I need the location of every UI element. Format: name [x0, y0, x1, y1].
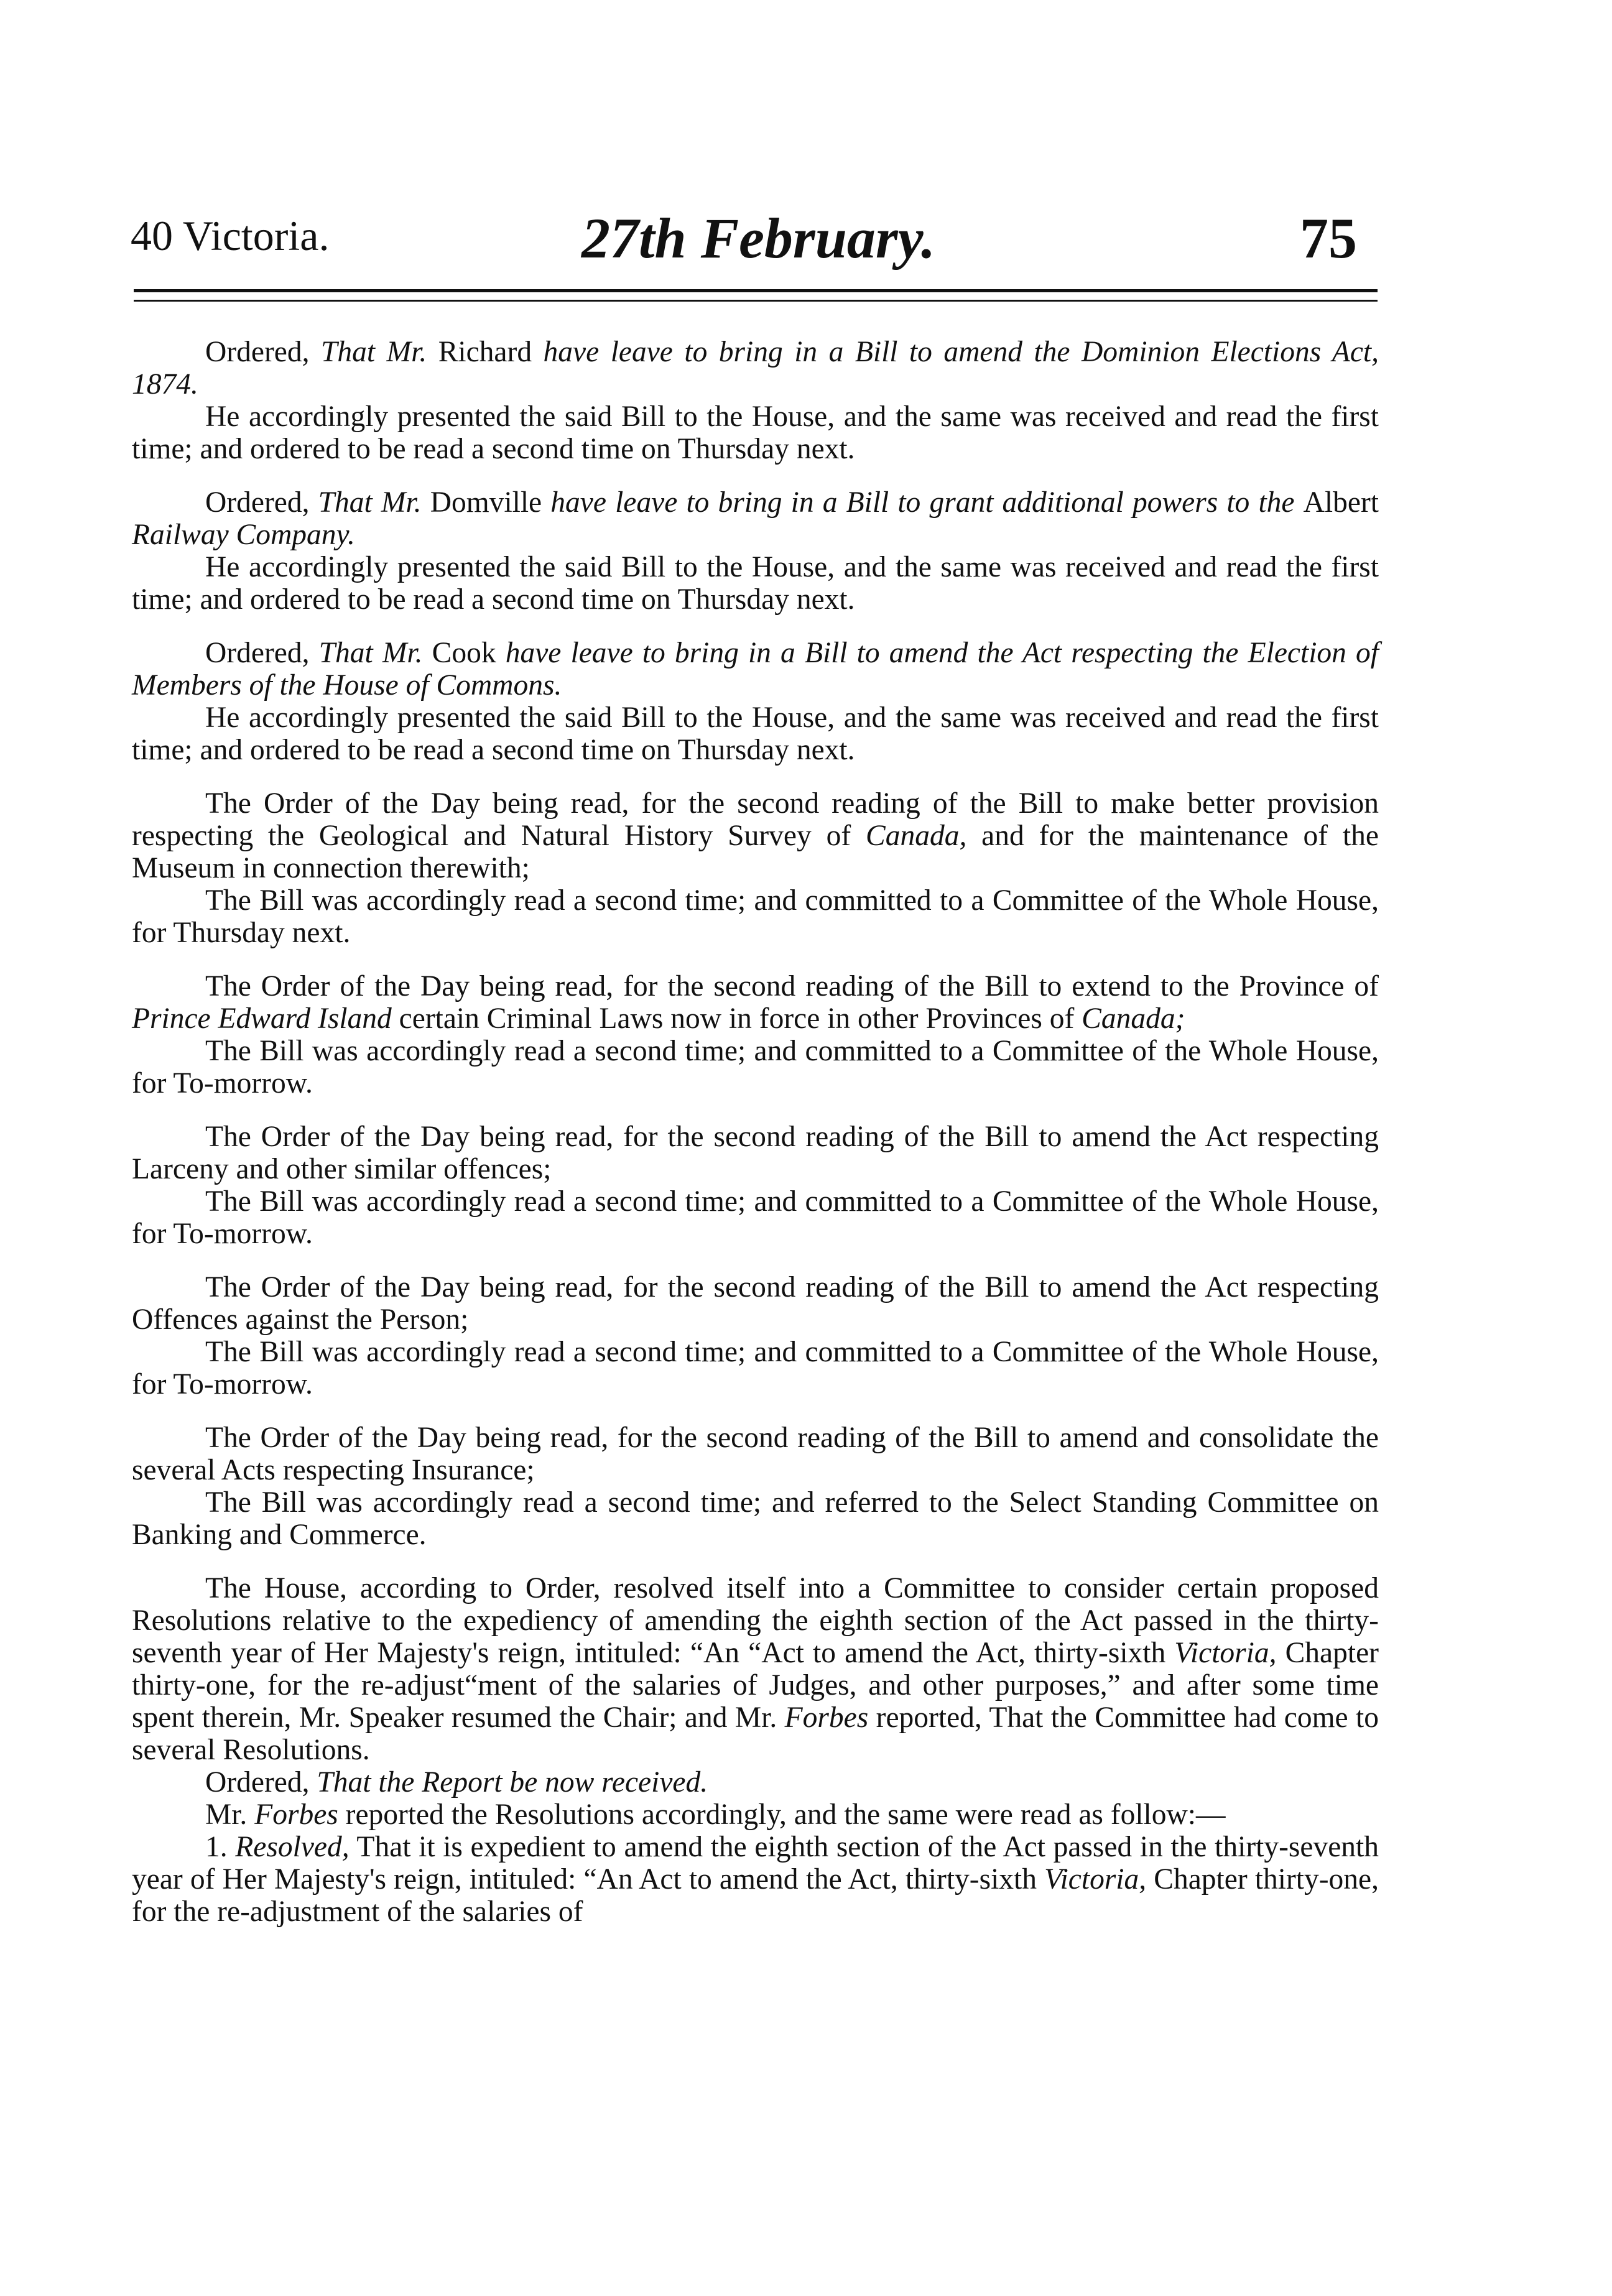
text-run: The House, according to Order, resolved itself into a Committee to consider certain proposed Resolutions relative to the expediency of amending the eighth section of the Act passed in the thirty-seventh year of Her Majesty's reign, intituled: “An “Act to amend the Act, thirty-sixth	[132, 1572, 1379, 1669]
italic-run: have leave to bring in a Bill to grant additional powers to the	[542, 486, 1304, 519]
text-run: Chapter thirty-one, for the re-adjust“ment of the salaries of Judges, and other purposes,” and after some time spent therein, Mr. Speaker resumed the Chair; and Mr.	[132, 1637, 1379, 1734]
text-run: The Order of the Day being read, for the second reading of the Bill to amend and consolidate the several Acts respecting Insurance;	[132, 1422, 1379, 1486]
page-header	[0, 205, 1612, 274]
entry-text	[132, 400, 1379, 465]
italic-run: Forbes	[784, 1701, 869, 1734]
italic-run: have leave to bring in a Bill to amend the Act respecting the Election of Members of the House of Commons.	[132, 637, 1379, 701]
text-run: Ordered,	[205, 1766, 310, 1798]
italic-run: Canada;	[1082, 1002, 1185, 1035]
text-run: Domville	[430, 486, 542, 519]
journal-entry	[132, 787, 1379, 949]
italic-run: Resolved,	[235, 1831, 350, 1863]
entry-text	[132, 1572, 1379, 1766]
italic-run: have leave to bring in a Bill to amend the Dominion Elections Act, 1874.	[132, 336, 1379, 400]
italic-run: Canada,	[866, 820, 967, 852]
text-run: Cook	[432, 637, 496, 669]
text-run: Ordered,	[205, 637, 310, 669]
text-run: 1.	[205, 1831, 236, 1863]
italic-run: Railway Company.	[132, 519, 355, 551]
journal-entry	[132, 637, 1379, 766]
text-run: The Bill was accordingly read a second time; and committed to a Committee of the Whole House, for To-morrow.	[132, 1336, 1379, 1400]
text-run: reported the Resolutions accordingly, and the same were read as follow:—	[338, 1798, 1226, 1831]
journal-entry	[132, 336, 1379, 465]
entry-text	[132, 551, 1379, 616]
session-label: 40 Victoria.	[131, 212, 330, 259]
text-run: The Order of the Day being read, for the second reading of the Bill to amend the Act respecting Offences against the Person;	[132, 1271, 1379, 1336]
italic-run: Victoria,	[1044, 1863, 1147, 1896]
entry-text	[132, 1831, 1379, 1928]
header-rule-thin	[134, 300, 1378, 302]
italic-run: That Mr.	[309, 486, 430, 519]
text-run: certain Criminal Laws now in force in other Provinces of	[391, 1002, 1082, 1035]
text-run: Ordered,	[205, 336, 310, 368]
italic-run: That the Report be now received.	[309, 1766, 708, 1798]
date-heading: 27th February.	[581, 206, 936, 270]
italic-run: Victoria,	[1174, 1637, 1277, 1669]
entry-text	[132, 970, 1379, 1035]
italic-run: Prince Edward Island	[132, 1002, 392, 1035]
entry-text	[132, 1035, 1379, 1099]
entry-text	[132, 637, 1379, 701]
text-run: Richard	[438, 336, 532, 368]
text-run: The Order of the Day being read, for the second reading of the Bill to make better provision respecting the Geological and Natural History Survey of	[132, 787, 1379, 852]
entry-text	[132, 1336, 1379, 1400]
journal-entry	[132, 1422, 1379, 1551]
header-rule-thick	[134, 289, 1378, 292]
entry-text	[132, 1766, 1379, 1798]
entry-text	[132, 884, 1379, 949]
text-run: The Bill was accordingly read a second time; and committed to a Committee of the Whole House, for To-morrow.	[132, 1185, 1379, 1250]
journal-entry	[132, 1572, 1379, 1928]
entry-text	[132, 1185, 1379, 1250]
text-run: The Order of the Day being read, for the second reading of the Bill to extend to the Province of	[205, 970, 1379, 1002]
text-run: Mr.	[205, 1798, 255, 1831]
text-run: He accordingly presented the said Bill to the House, and the same was received and read the first time; and ordered to be read a second time on Thursday next.	[132, 701, 1379, 766]
entry-text	[132, 701, 1379, 766]
journal-entry	[132, 970, 1379, 1099]
italic-run: That Mr.	[309, 336, 438, 368]
italic-run: Forbes	[254, 1798, 338, 1831]
text-run: Chapter thirty-one, for the re-adjustment of the salaries of	[132, 1863, 1379, 1928]
journal-entry	[132, 1121, 1379, 1250]
text-run: Ordered,	[205, 486, 310, 519]
text-run: Albert	[1303, 486, 1379, 519]
text-run: The Order of the Day being read, for the second reading of the Bill to amend the Act respecting Larceny and other similar offences;	[132, 1121, 1379, 1185]
journal-entry	[132, 1271, 1379, 1400]
entry-text	[132, 1121, 1379, 1185]
text-run: reported, That the Committee had come to several Resolutions.	[132, 1701, 1379, 1766]
journal-entry	[132, 486, 1379, 616]
text-run: The Bill was accordingly read a second time; and committed to a Committee of the Whole House, for To-morrow.	[132, 1035, 1379, 1099]
italic-run: That Mr.	[309, 637, 432, 669]
entry-text	[132, 486, 1379, 551]
page-number: 75	[1300, 206, 1357, 270]
entry-text	[132, 1422, 1379, 1486]
journal-body	[132, 336, 1379, 1949]
entry-text	[132, 1798, 1379, 1831]
entry-text	[132, 1486, 1379, 1551]
entry-text	[132, 1271, 1379, 1336]
text-run: He accordingly presented the said Bill to the House, and the same was received and read the first time; and ordered to be read a second time on Thursday next.	[132, 551, 1379, 616]
text-run: and for the maintenance of the Museum in connection therewith;	[132, 820, 1379, 884]
text-run: He accordingly presented the said Bill to the House, and the same was received and read the first time; and ordered to be read a second time on Thursday next.	[132, 400, 1379, 465]
text-run: The Bill was accordingly read a second time; and referred to the Select Standing Committee on Banking and Commerce.	[132, 1486, 1379, 1551]
text-run: That it is expedient to amend the eighth section of the Act passed in the thirty-seventh year of Her Majesty's reign, intituled: “An Act to amend the Act, thirty-sixth	[132, 1831, 1379, 1896]
entry-text	[132, 787, 1379, 884]
entry-text	[132, 336, 1379, 400]
text-run: The Bill was accordingly read a second time; and committed to a Committee of the Whole House, for Thursday next.	[132, 884, 1379, 949]
